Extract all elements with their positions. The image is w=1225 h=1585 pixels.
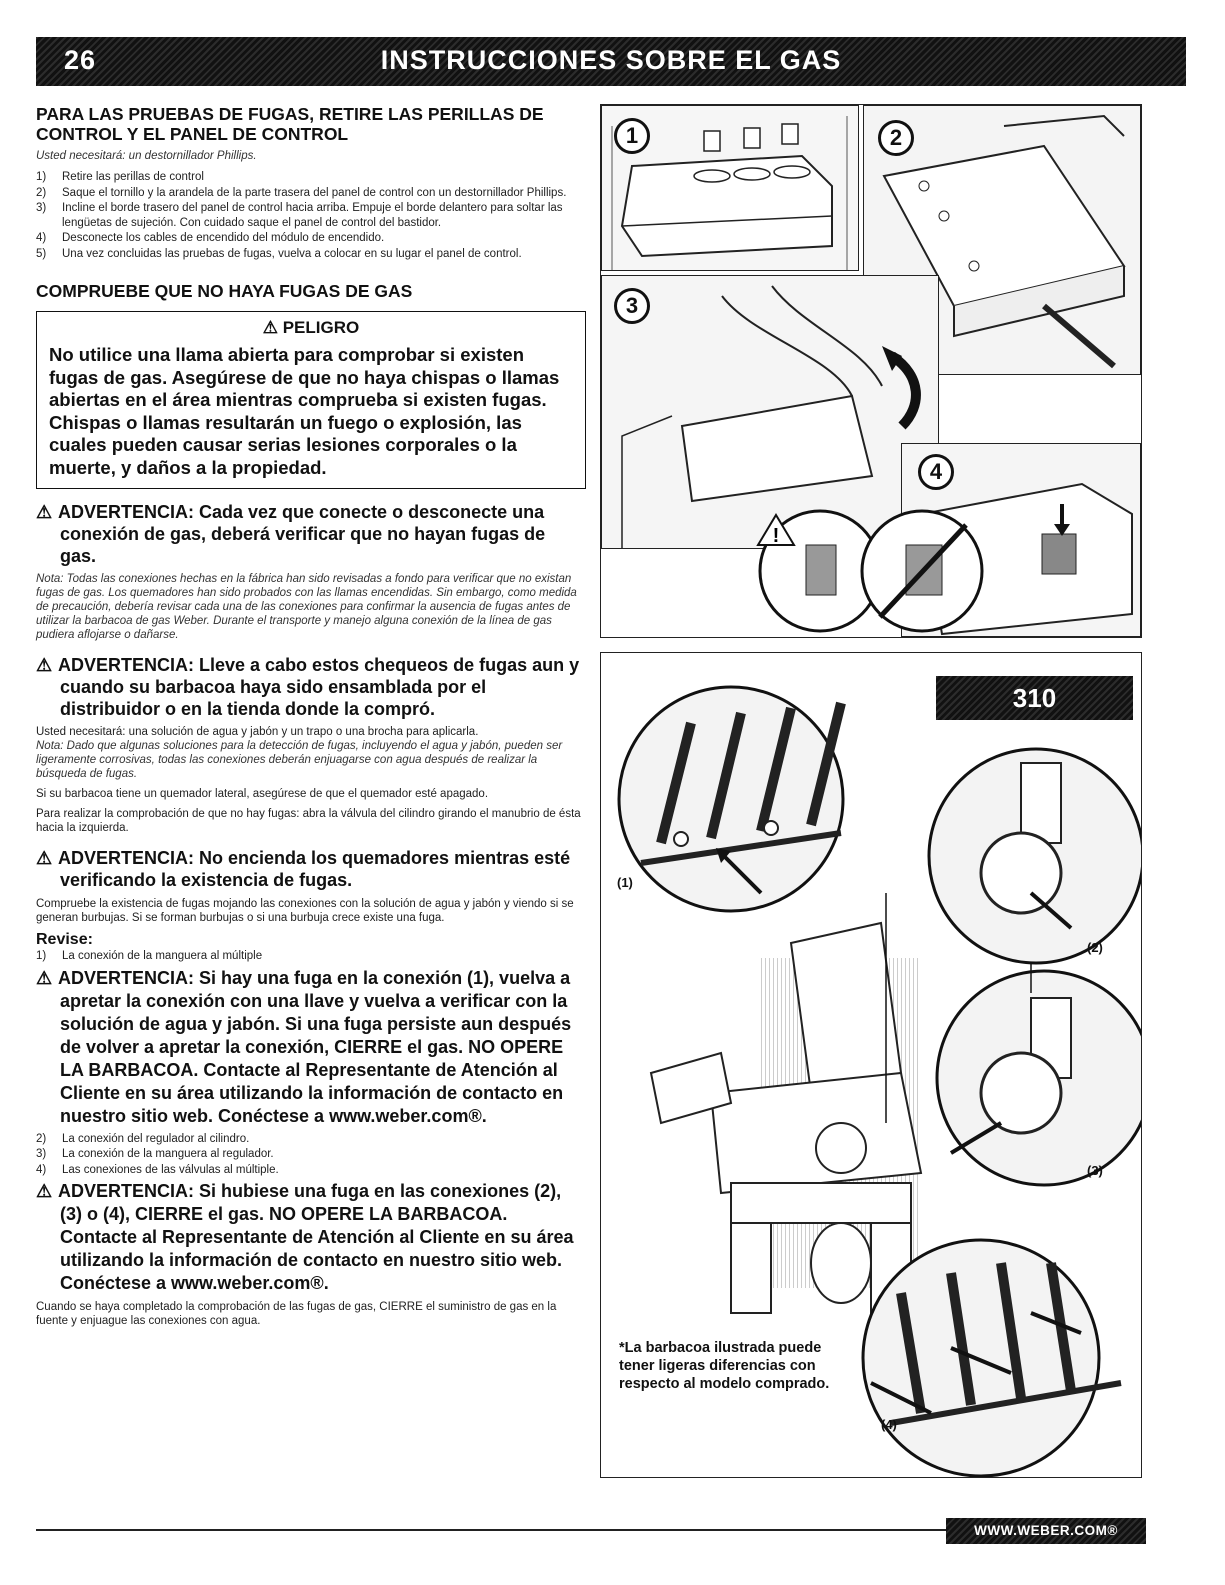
warning-icon: ⚠ [36, 502, 53, 522]
removal-steps [36, 170, 586, 261]
list-item: 2) Saque el tornillo y la arandela de la parte trasera del panel de control con un destornillador Phillips. [36, 186, 567, 199]
disconnect-ignition-diagram [756, 505, 986, 635]
figure-leak-check-points [600, 652, 1142, 1478]
warning-dealer: ⚠ ADVERTENCIA: Lleve a cabo estos chequeos de fugas aun y cuando su barbacoa haya sido ensamblada por el distribuidor o en la tienda donde la compró. [36, 655, 580, 719]
label-4: (4) [881, 1417, 897, 1432]
figure-caption: *La barbacoa ilustrada puede tener ligeras diferencias con respecto al modelo comprado. [619, 1340, 830, 1392]
list-item: 2) La conexión del regulador al cilindro. [36, 1132, 250, 1145]
section-title-remove-panel: PARA LAS PRUEBAS DE FUGAS, RETIRE LAS PERILLAS DE CONTROL Y EL PANEL DE CONTROL [36, 104, 544, 144]
page-title: INSTRUCCIONES SOBRE EL GAS [380, 45, 842, 75]
footer-website: WWW.WEBER.COM® [946, 1518, 1146, 1544]
note-factory: Nota: Todas las conexiones hechas en la fábrica han sido revisadas a fondo para verificar que no existan fugas de gas. Los quemadores han sido probados con las llamas encendidas. Sin embargo, como medida de precaución, debería revisar cada una de las conexiones para confirmar la ausencia de fugas antes de utilizar la barbacoa de gas Weber. Durante el transporte y manejo alguna conexión de la línea de gas pudiera aflojarse o dañarse. [36, 573, 577, 641]
section-title-leak-check: COMPRUEBE QUE NO HAYA FUGAS DE GAS [36, 281, 413, 301]
list-item: 1) Retire las perillas de control [36, 171, 204, 183]
step-badge: 4 [918, 454, 954, 490]
danger-box [36, 311, 586, 489]
list-item: 3) La conexión de la manguera al regulador. [36, 1148, 274, 1160]
warning-icon: ⚠ [36, 848, 53, 868]
list-item: 3) Incline el borde trasero del panel de control hacia arriba. Empuje el borde delantero para soltar las lengüetas de sujeción. Con cuidado saque el panel de control del bastidor. [36, 202, 563, 229]
warning-no-ignite: ⚠ ADVERTENCIA: No encienda los quemadores mientras esté verificando la existencia de fugas. [36, 848, 571, 890]
step-badge: 1 [614, 118, 650, 154]
warning-connect: ⚠ ADVERTENCIA: Cada vez que conecte o desconecte una conexión de gas, deberá verificar que no hayan fugas de gas. [36, 502, 546, 566]
paragraph-needed: Usted necesitará: una solución de agua y jabón y un trapo o una brocha para aplicarla. [36, 726, 479, 738]
revise-heading: Revise: [36, 931, 93, 948]
warning-icon: ⚠ [262, 318, 283, 337]
paragraph-side-burner: Si su barbacoa tiene un quemador lateral, asegúrese de que el quemador esté apagado. [36, 788, 489, 800]
list-item: 4) Desconecte los cables de encendido del módulo de encendido. [36, 232, 385, 244]
figure-panel-removal [600, 104, 1142, 638]
danger-text: No utilice una llama abierta para comprobar si existen fugas de gas. Asegúrese de que no haya chispas o llamas abiertas en el área mientras comprueba si existen fugas. Chispas o llamas resultarán un fuego o explosión, las cuales pueden causar serias lesiones corporales o la muerte, y daños a la propiedad. [49, 344, 560, 478]
warning-icon: ⚠ [36, 1181, 53, 1201]
illustration-step-1 [601, 105, 859, 271]
paragraph-final: Cuando se haya completado la comprobación de las fugas de gas, CIERRE el suministro de gas en la fuente y enjuague las conexiones con agua. [36, 1301, 557, 1327]
label-1: (1) [617, 875, 633, 890]
revise-list-2 [36, 1132, 586, 1178]
text-column [36, 104, 586, 1328]
label-3: (3) [1087, 1163, 1103, 1178]
warning-icon: ⚠ [36, 655, 53, 675]
list-item: 1) La conexión de la manguera al múltiple [36, 950, 263, 962]
step-badge: 2 [878, 120, 914, 156]
step-badge: 3 [614, 288, 650, 324]
danger-heading: PELIGRO [282, 318, 360, 337]
revise-list-1 [36, 949, 586, 964]
label-2: (2) [1087, 940, 1103, 955]
paragraph-bubbles: Compruebe la existencia de fugas mojando las conexiones con la solución de agua y jabón y viendo si se generan burbujas. Si se forman burbujas o si una burbuja crece existe una fuga. [36, 898, 574, 924]
page-header [36, 37, 1186, 86]
note-corrosive: Nota: Dado que algunas soluciones para la detección de fugas, incluyendo el agua y jabón, pueden ser ligeramente corrosivas, todas las conexiones deberán enjuagarse con agua después de realizar la búsqueda de fugas. [36, 740, 563, 780]
warning-leak-2-4: ⚠ ADVERTENCIA: Si hubiese una fuga en las conexiones (2), (3) o (4), CIERRE el gas. NO OPERE LA BARBACOA. Contacte al Representante de Atención al Cliente en su área utilizando la información de contacto en nuestro sitio web. Conéctese a www.weber.com®. [36, 1181, 574, 1293]
warning-leak-1: ⚠ ADVERTENCIA: Si hay una fuga en la conexión (1), vuelva a apretar la conexión con una llave y vuelva a verificar con la solución de agua y jabón. Si una fuga persiste aun después de volver a apretar la conexión, CIERRE el gas. NO OPERE LA BARBACOA. Contacte al Representante de Atención al Cliente en su área utilizando la información de contacto en nuestro sitio web. Conéctese a www.weber.com®. [36, 967, 572, 1126]
list-item: 5) Una vez concluidas las pruebas de fugas, vuelva a colocar en su lugar el panel de control. [36, 247, 522, 260]
tools-needed: Usted necesitará: un destornillador Phillips. [36, 150, 257, 162]
page-number: 26 [64, 45, 97, 75]
svg-text:!: ! [772, 525, 780, 547]
model-badge: 310 [936, 676, 1133, 720]
list-item: 4) Las conexiones de las válvulas al múltiple. [36, 1163, 279, 1176]
paragraph-open-valve: Para realizar la comprobación de que no hay fugas: abra la válvula del cilindro girando el manubrio de ésta hacia la izquierda. [36, 808, 581, 834]
warning-icon: ⚠ [36, 967, 53, 988]
